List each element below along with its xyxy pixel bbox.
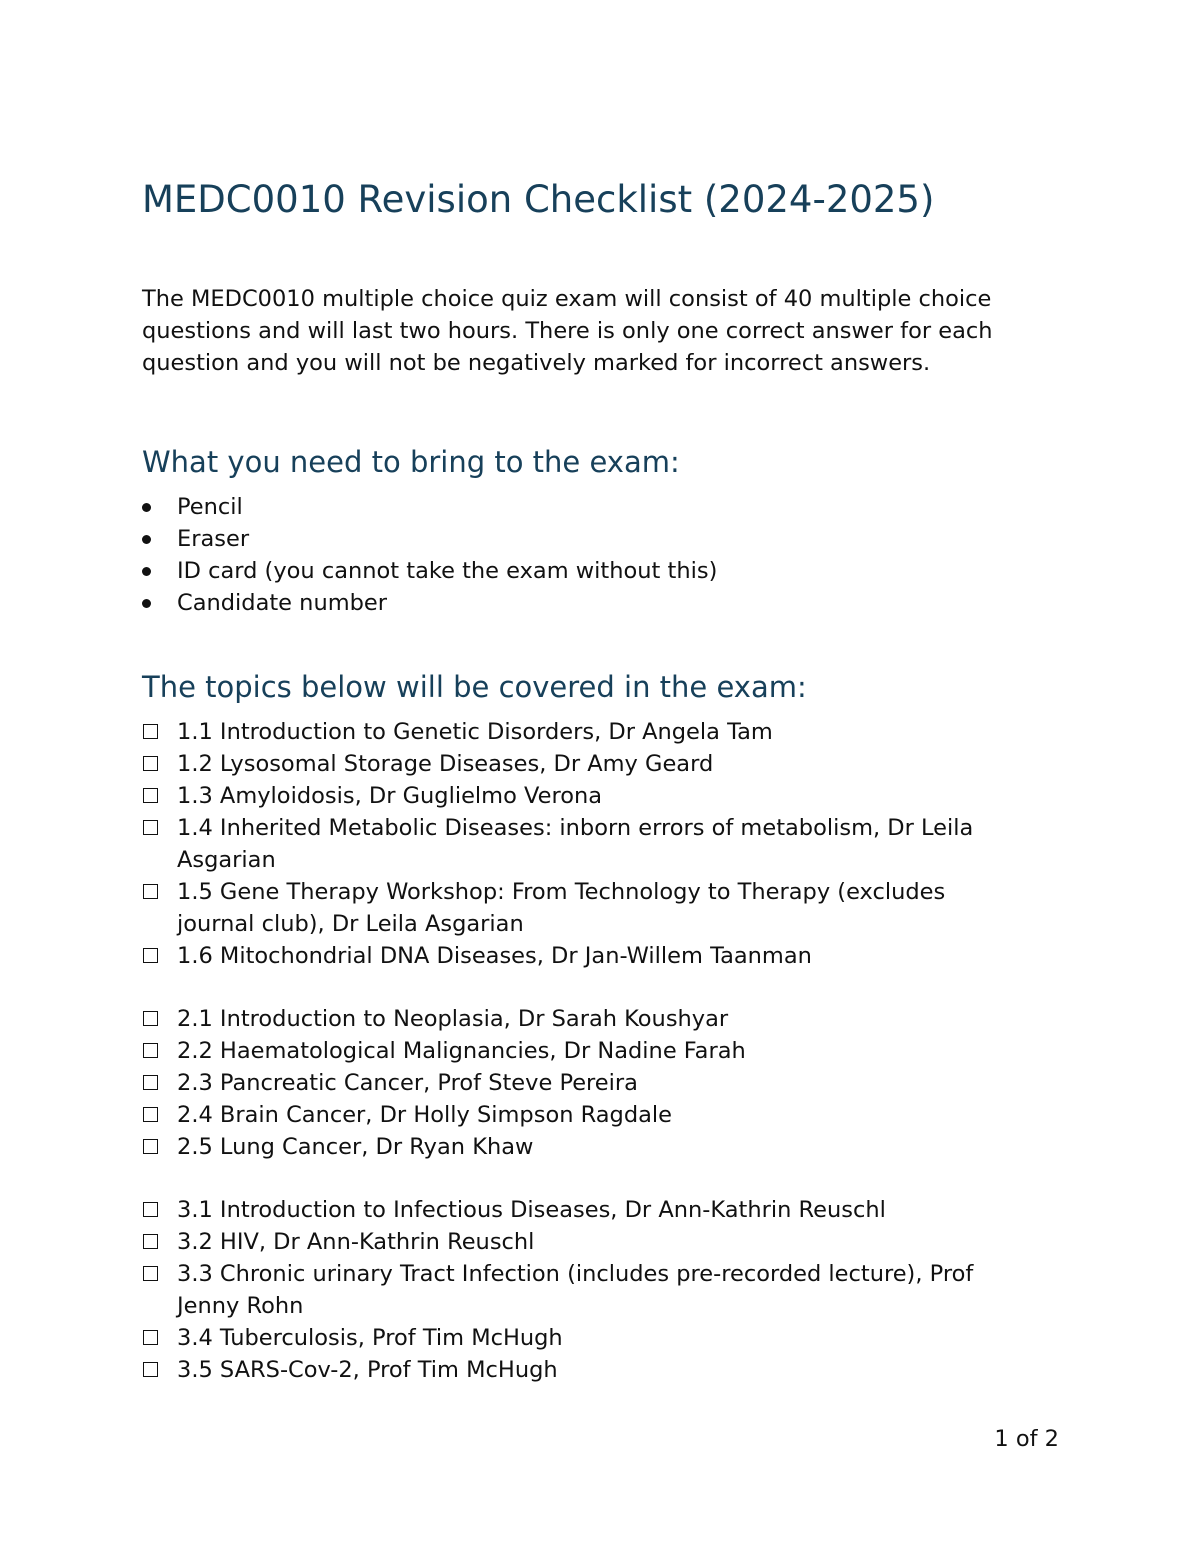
topic-item[interactable] bbox=[142, 812, 1062, 876]
bullet-icon bbox=[142, 599, 151, 608]
topic-item[interactable] bbox=[142, 780, 1062, 812]
topic-label-continued: Asgarian bbox=[177, 847, 276, 873]
page-number: 1 of 2 bbox=[994, 1426, 1059, 1452]
topic-item[interactable] bbox=[142, 1131, 1062, 1163]
checkbox-icon[interactable] bbox=[143, 1011, 158, 1026]
topics-checklist bbox=[142, 716, 1062, 1386]
topic-label: 3.3 Chronic urinary Tract Infection (includes pre-recorded lecture), Prof bbox=[177, 1261, 974, 1287]
bullet-icon bbox=[142, 535, 151, 544]
bring-heading: What you need to bring to the exam: bbox=[142, 445, 680, 479]
bring-item bbox=[142, 523, 717, 555]
topic-label: 2.3 Pancreatic Cancer, Prof Steve Pereira bbox=[177, 1070, 638, 1096]
bring-item-label: Eraser bbox=[177, 526, 250, 552]
topic-label: 2.1 Introduction to Neoplasia, Dr Sarah Koushyar bbox=[177, 1006, 729, 1032]
intro-line: The MEDC0010 multiple choice quiz exam will consist of 40 multiple choice bbox=[142, 286, 992, 312]
intro-paragraph bbox=[142, 283, 1062, 379]
topic-label: 3.2 HIV, Dr Ann-Kathrin Reuschl bbox=[177, 1229, 535, 1255]
topic-item[interactable] bbox=[142, 1099, 1062, 1131]
checkbox-icon[interactable] bbox=[143, 1139, 158, 1154]
topic-item[interactable] bbox=[142, 1354, 1062, 1386]
topic-label-continued: journal club), Dr Leila Asgarian bbox=[177, 911, 524, 937]
bring-item bbox=[142, 587, 717, 619]
bullet-icon bbox=[142, 503, 151, 512]
bring-item-label: Pencil bbox=[177, 494, 243, 520]
topic-item[interactable] bbox=[142, 1003, 1062, 1035]
topic-item[interactable] bbox=[142, 1067, 1062, 1099]
bring-list bbox=[142, 491, 717, 619]
topic-label: 3.4 Tuberculosis, Prof Tim McHugh bbox=[177, 1325, 563, 1351]
topic-item[interactable] bbox=[142, 1258, 1062, 1322]
checkbox-icon[interactable] bbox=[143, 1330, 158, 1345]
topic-label: 1.6 Mitochondrial DNA Diseases, Dr Jan-Willem Taanman bbox=[177, 943, 812, 969]
checkbox-icon[interactable] bbox=[143, 1266, 158, 1281]
checkbox-icon[interactable] bbox=[143, 1362, 158, 1377]
bring-item bbox=[142, 555, 717, 587]
topic-label: 1.1 Introduction to Genetic Disorders, Dr Angela Tam bbox=[177, 719, 773, 745]
topic-label: 1.4 Inherited Metabolic Diseases: inborn errors of metabolism, Dr Leila bbox=[177, 815, 974, 841]
topic-label-continued: Jenny Rohn bbox=[177, 1293, 304, 1319]
checkbox-icon[interactable] bbox=[143, 724, 158, 739]
topic-item[interactable] bbox=[142, 748, 1062, 780]
topic-label: 1.5 Gene Therapy Workshop: From Technology to Therapy (excludes bbox=[177, 879, 946, 905]
checkbox-icon[interactable] bbox=[143, 756, 158, 771]
intro-line: questions and will last two hours. There is only one correct answer for each bbox=[142, 318, 993, 344]
topic-label: 2.5 Lung Cancer, Dr Ryan Khaw bbox=[177, 1134, 534, 1160]
checkbox-icon[interactable] bbox=[143, 1107, 158, 1122]
topic-label: 3.1 Introduction to Infectious Diseases, Dr Ann-Kathrin Reuschl bbox=[177, 1197, 886, 1223]
checkbox-icon[interactable] bbox=[143, 820, 158, 835]
topic-item[interactable] bbox=[142, 1322, 1062, 1354]
document-title: MEDC0010 Revision Checklist (2024-2025) bbox=[142, 178, 935, 221]
bring-item-label: ID card (you cannot take the exam without this) bbox=[177, 558, 718, 584]
topic-label: 3.5 SARS-Cov-2, Prof Tim McHugh bbox=[177, 1357, 558, 1383]
topic-label: 2.4 Brain Cancer, Dr Holly Simpson Ragdale bbox=[177, 1102, 672, 1128]
checkbox-icon[interactable] bbox=[143, 1234, 158, 1249]
topic-label: 1.3 Amyloidosis, Dr Guglielmo Verona bbox=[177, 783, 603, 809]
bring-item-label: Candidate number bbox=[177, 590, 387, 616]
topic-item[interactable] bbox=[142, 1226, 1062, 1258]
checkbox-icon[interactable] bbox=[143, 1075, 158, 1090]
checkbox-icon[interactable] bbox=[143, 948, 158, 963]
topic-item[interactable] bbox=[142, 940, 1062, 972]
checkbox-icon[interactable] bbox=[143, 1202, 158, 1217]
checkbox-icon[interactable] bbox=[143, 788, 158, 803]
bring-item bbox=[142, 491, 717, 523]
topic-item[interactable] bbox=[142, 1035, 1062, 1067]
topics-heading: The topics below will be covered in the exam: bbox=[142, 670, 807, 704]
checkbox-icon[interactable] bbox=[143, 884, 158, 899]
topic-item[interactable] bbox=[142, 716, 1062, 748]
topic-label: 2.2 Haematological Malignancies, Dr Nadine Farah bbox=[177, 1038, 746, 1064]
topic-item[interactable] bbox=[142, 876, 1062, 940]
topic-item[interactable] bbox=[142, 1194, 1062, 1226]
topic-label: 1.2 Lysosomal Storage Diseases, Dr Amy Geard bbox=[177, 751, 714, 777]
checkbox-icon[interactable] bbox=[143, 1043, 158, 1058]
intro-line: question and you will not be negatively marked for incorrect answers. bbox=[142, 350, 931, 376]
bullet-icon bbox=[142, 567, 151, 576]
